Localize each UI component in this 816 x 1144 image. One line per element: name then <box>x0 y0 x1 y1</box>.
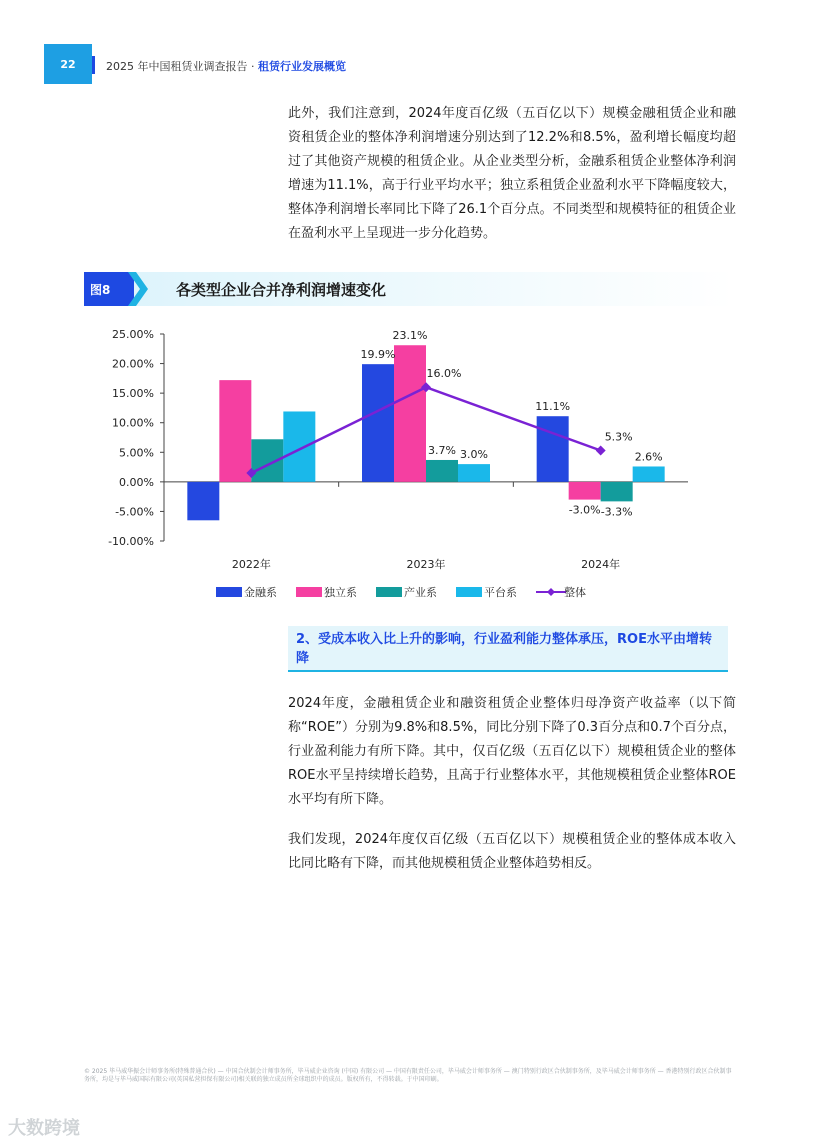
bar-data-label: -3.0% <box>568 503 601 517</box>
section-heading: 2、受成本收入比上升的影响，行业盈利能力整体承压，ROE水平由增转降 <box>296 632 712 666</box>
section-paragraph-1: 2024年度，金融租赁企业和融资租赁企业整体归母净资产收益率（以下简称“ROE”）分别为9.8%和8.5%，同比分别下降了0.3百分点和0.7个百分点，行业盈利能力有所下降。其中，仅百亿级（五百亿以下）规模租赁企业的整体ROE水平呈持续增长趋势，且高于行业整体水平，其他规模租赁企业整体ROE水平均有所下降。 <box>288 696 736 807</box>
bar-金融系 <box>362 364 394 482</box>
legend-label: 金融系 <box>244 586 277 599</box>
line-marker <box>596 446 606 456</box>
y-tick-label: 5.00% <box>119 446 154 460</box>
body-paragraph: 此外，我们注意到，2024年度百亿级（五百亿以下）规模金融租赁企业和融资租赁企业的整体净利润增速分别达到了12.2%和8.5%，盈利增长幅度均超过了其他资产规模的租赁企业。从企业类型分析，金融系租赁企业整体净利润增速为11.1%，高于行业平均水平；独立系租赁企业盈利水平下降幅度较大，整体净利润增长率同比下降了26.1个百分点。不同类型和规模特征的租赁企业在盈利水平上呈现进一步分化趋势。 <box>288 106 736 241</box>
bar-data-label: 2.6% <box>634 450 663 464</box>
legend-label: 平台系 <box>484 586 517 599</box>
legend-marker <box>547 588 555 596</box>
legend-label: 整体 <box>564 586 586 599</box>
bar-平台系 <box>633 466 665 481</box>
page-number: 22 <box>44 44 92 84</box>
figure-tag: 图8 <box>84 272 134 306</box>
bar-金融系 <box>537 416 569 482</box>
x-tick-label: 2024年 <box>581 558 621 571</box>
y-tick-label: 0.00% <box>119 475 154 489</box>
footer-disclaimer: © 2025 毕马威华振会计师事务所(特殊普通合伙) — 中国合伙制会计师事务所，毕马威企业咨询 (中国) 有限公司 — 中国有限责任公司，毕马威会计师事务所 — 澳门特别行政区合伙制事务所，及毕马威会计师事务所 — 香港特别行政区合伙制事务所，均是与毕马威国际有限公司(英国私营担保有限公司)相关联的独立成员所全球组织中的成员。版权所有，不得转载。于中国印刷。 <box>84 1068 732 1083</box>
legend-swatch <box>456 587 482 597</box>
bar-平台系 <box>458 464 490 482</box>
running-header <box>106 58 346 74</box>
legend-swatch <box>376 587 402 597</box>
bar-data-label: 11.1% <box>535 400 571 414</box>
bar-data-label: -3.3% <box>600 505 633 519</box>
chart-legend <box>216 585 586 599</box>
watermark: 大数跨境 <box>8 1118 80 1139</box>
bar-产业系 <box>601 482 633 502</box>
line-data-label: 5.3% <box>604 430 633 444</box>
y-tick-label: -10.00% <box>108 535 154 548</box>
report-title: 2025 年中国租赁业调查报告 · <box>106 60 258 73</box>
line-data-label: 16.0% <box>426 367 462 381</box>
bar-data-label: 3.7% <box>428 443 456 457</box>
bar-独立系 <box>569 482 601 500</box>
bar-data-label: 3.0% <box>460 448 488 462</box>
bar-产业系 <box>426 460 458 482</box>
x-tick-label: 2022年 <box>231 558 271 571</box>
section-title: 租赁行业发展概览 <box>257 60 346 73</box>
y-tick-label: 15.00% <box>112 387 154 401</box>
x-tick-label: 2023年 <box>406 558 446 571</box>
y-tick-label: -5.00% <box>115 505 154 519</box>
header-accent-bar <box>92 56 95 74</box>
bar-data-label: 19.9% <box>360 348 396 362</box>
bar-金融系 <box>187 482 219 520</box>
legend-label: 独立系 <box>324 586 357 599</box>
bar-独立系 <box>394 345 426 482</box>
legend-swatch <box>216 587 242 597</box>
chevron-right-icon <box>128 272 152 306</box>
bar-独立系 <box>219 380 251 482</box>
net-profit-growth-chart <box>84 316 734 616</box>
figure-title: 各类型企业合并净利润增速变化 <box>176 281 387 299</box>
bar-平台系 <box>283 411 315 481</box>
section-paragraph-2: 我们发现，2024年度仅百亿级（五百亿以下）规模租赁企业的整体成本收入比同比略有下降，而其他规模租赁企业整体趋势相反。 <box>288 832 736 871</box>
legend-label: 产业系 <box>404 586 437 599</box>
legend-swatch <box>296 587 322 597</box>
bar-data-label: 23.1% <box>392 329 428 343</box>
y-tick-label: 25.00% <box>112 328 154 341</box>
y-tick-label: 10.00% <box>112 416 154 430</box>
y-tick-label: 20.00% <box>112 357 154 371</box>
